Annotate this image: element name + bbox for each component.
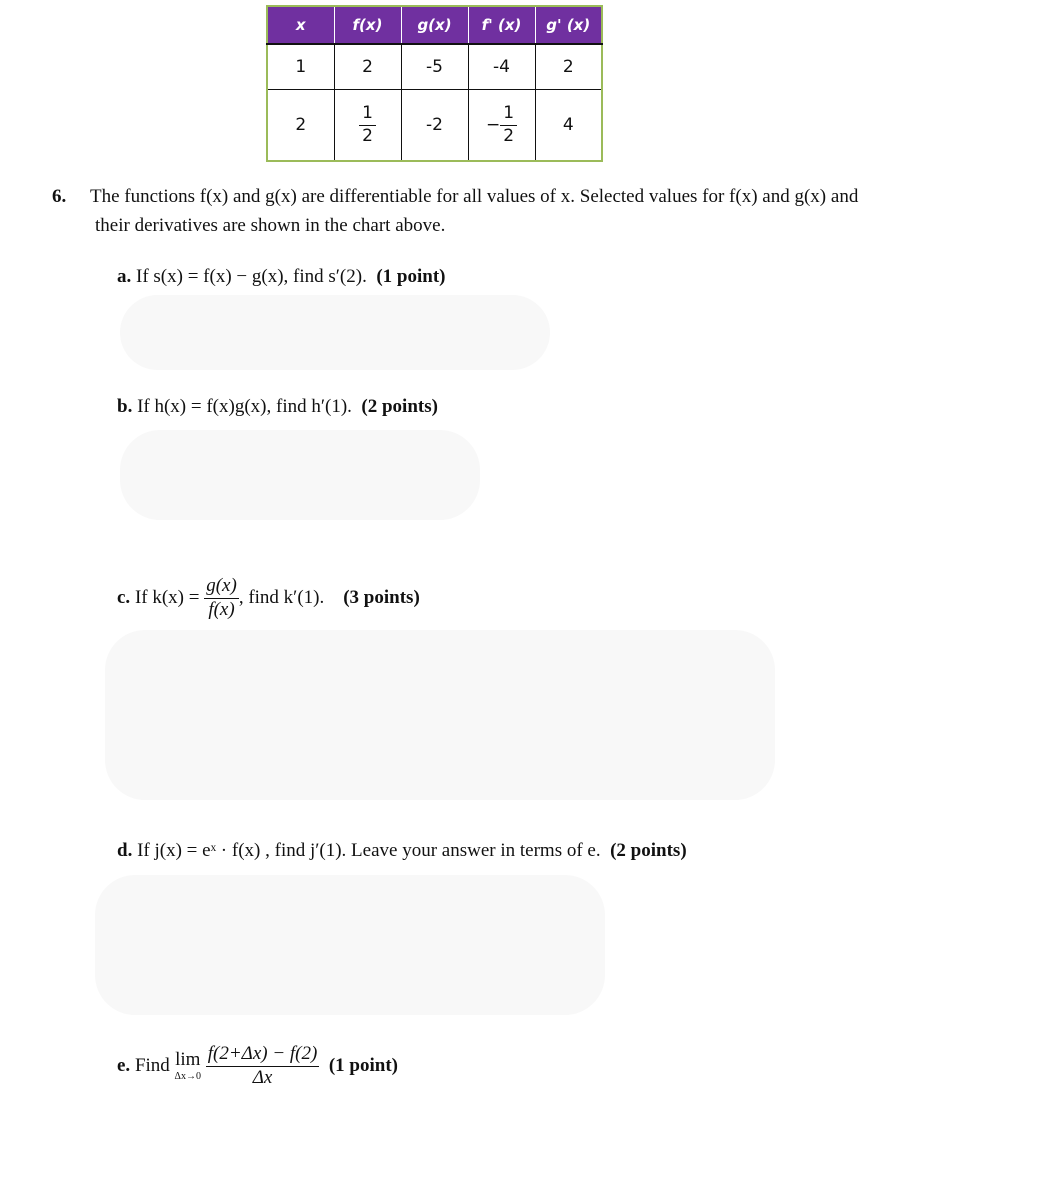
numerator: g(x) [204, 576, 239, 599]
part-label: a. [117, 266, 132, 287]
question-text-line2: their derivatives are shown in the chart above. [95, 215, 446, 236]
fraction [500, 102, 517, 146]
header-g-prime: g' (x) [535, 6, 602, 44]
denominator: 2 [362, 125, 373, 146]
header-f-prime: f' (x) [468, 6, 535, 44]
numerator: 1 [500, 105, 517, 126]
header-f: f(x) [334, 6, 401, 44]
part-text: If s(x) = f(x) − g(x), find s′(2). [136, 266, 367, 287]
question-number: 6. [52, 186, 67, 207]
cell-f-prime: -4 [468, 44, 535, 90]
cell-g-prime: 4 [535, 90, 602, 162]
cell-g: -5 [401, 44, 468, 90]
cell-x: 1 [267, 44, 334, 90]
points-badge: (2 points) [610, 840, 687, 861]
cell-g-prime: 2 [535, 44, 602, 90]
part-c [117, 576, 420, 621]
part-text-pre: Find [134, 1054, 170, 1076]
denominator: 2 [503, 125, 515, 146]
points-badge: (1 point) [376, 266, 446, 287]
cell-x: 2 [267, 90, 334, 162]
erased-area-b [120, 430, 480, 520]
erased-area-a [120, 295, 550, 370]
cell-f-prime [468, 90, 535, 162]
numerator: 1 [359, 105, 376, 126]
cell-f: 2 [334, 44, 401, 90]
fraction [359, 102, 376, 146]
limit-word: lim [175, 1049, 201, 1071]
part-b [117, 396, 438, 418]
points-badge: (2 points) [361, 396, 438, 417]
cell-f [334, 90, 401, 162]
limit-operator [175, 1050, 201, 1082]
part-label: d. [117, 840, 133, 861]
part-text-pre: If k(x) = [134, 586, 200, 608]
header-g: g(x) [401, 6, 468, 44]
part-a [117, 266, 446, 288]
part-e [117, 1044, 398, 1089]
header-x: x [267, 6, 334, 44]
part-text: If h(x) = f(x)g(x), find h′(1). [137, 396, 352, 417]
negative-fraction [485, 102, 517, 146]
part-label: e. [117, 1054, 131, 1076]
denominator: Δx [252, 1066, 273, 1088]
limit-subscript: Δx→0 [174, 1071, 201, 1083]
part-text: If j(x) = eˣ · f(x) , find j′(1). Leave your answer in terms of e. [137, 840, 601, 861]
question-text-line1: The functions f(x) and g(x) are differentiable for all values of x. Selected values for f(x) and g(x) and [90, 186, 859, 207]
cell-g: -2 [401, 90, 468, 162]
table-row [267, 44, 602, 90]
minus-sign: − [485, 115, 501, 135]
points-badge: (3 points) [343, 586, 420, 608]
part-label: c. [117, 586, 131, 608]
part-d [117, 840, 687, 862]
erased-area-d [95, 875, 605, 1015]
fraction [204, 576, 239, 621]
numerator: f(2+Δx) − f(2) [206, 1044, 320, 1067]
values-table [266, 5, 603, 162]
denominator: f(x) [208, 598, 235, 620]
part-label: b. [117, 396, 133, 417]
table-header-row [267, 6, 602, 44]
fraction [206, 1044, 320, 1089]
erased-area-c [105, 630, 775, 800]
points-badge: (1 point) [328, 1054, 398, 1076]
table-row [267, 90, 602, 162]
part-text-post: , find k′(1). [238, 586, 325, 608]
